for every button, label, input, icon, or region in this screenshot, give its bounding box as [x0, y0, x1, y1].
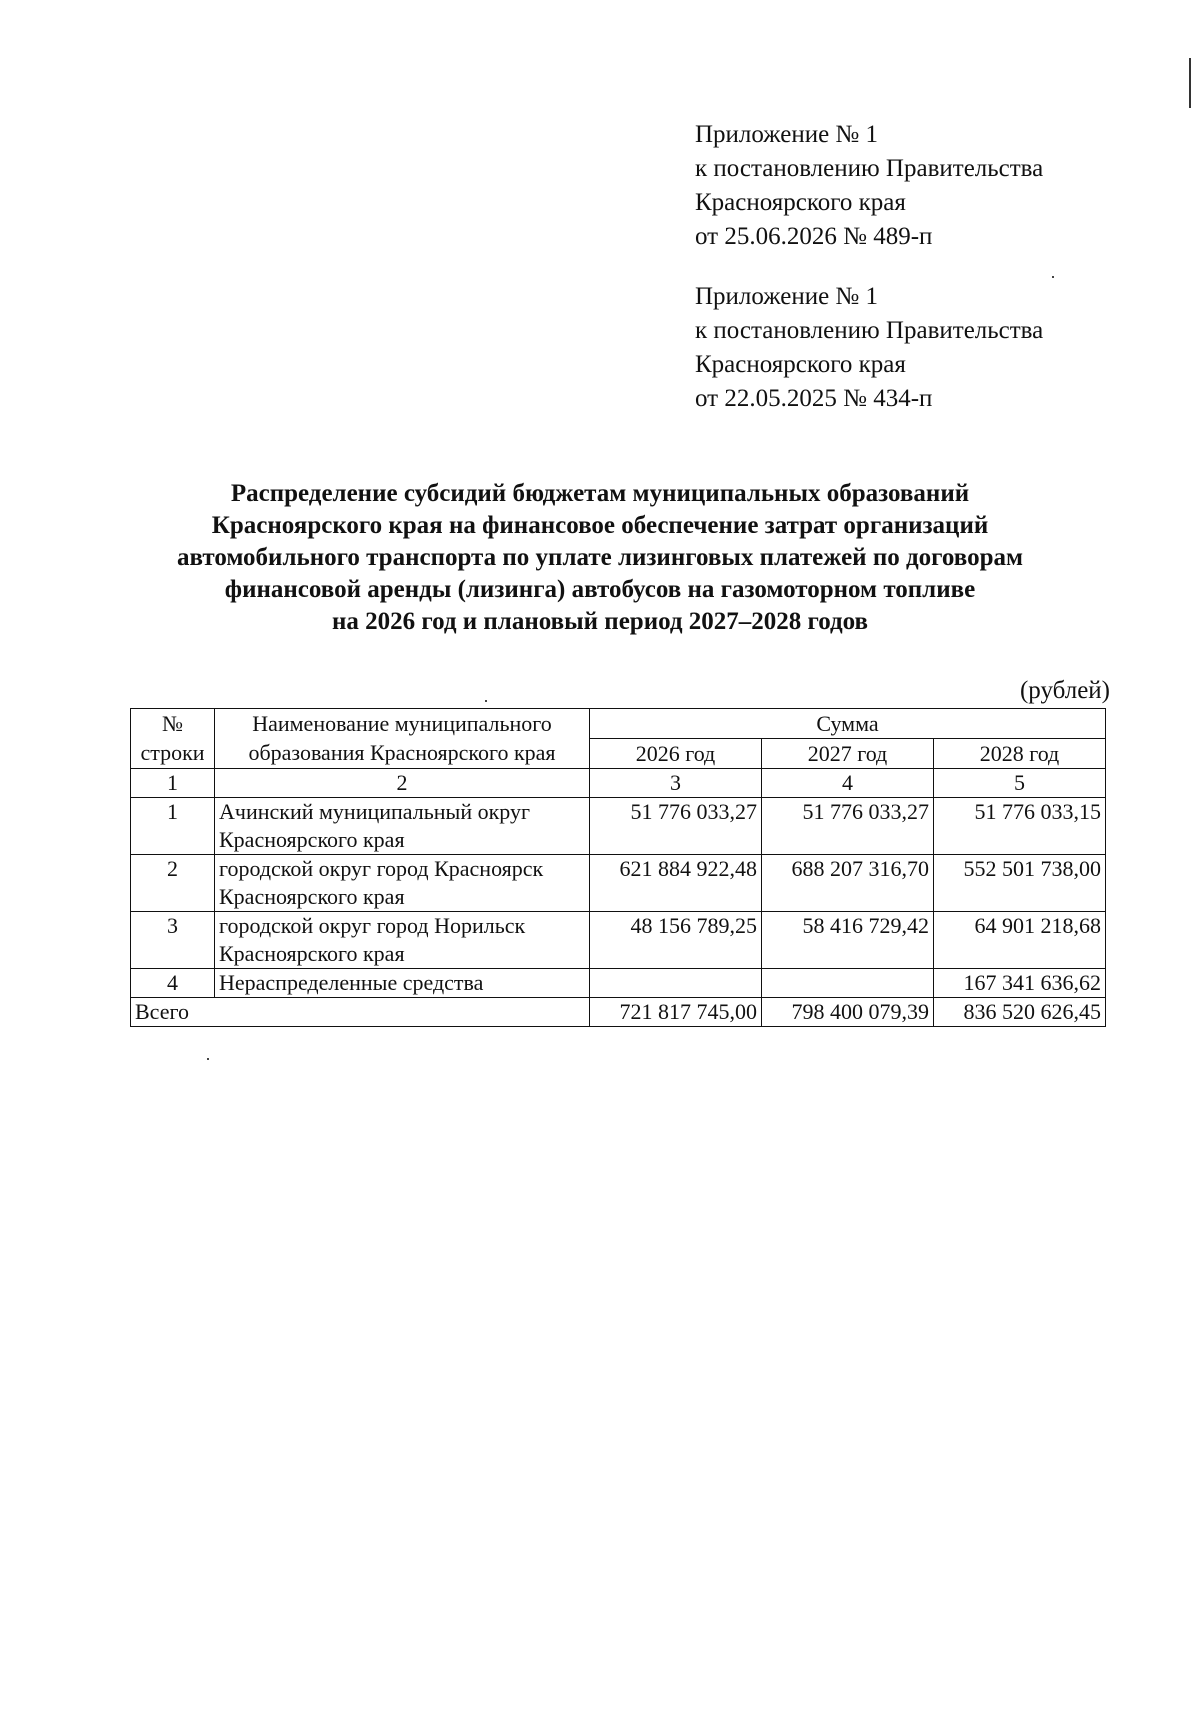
- amount-2026: 621 884 922,48: [590, 855, 762, 912]
- document-title: [120, 478, 1080, 638]
- name-line: Красноярского края: [219, 827, 405, 852]
- row-number: 3: [131, 912, 215, 969]
- name-line: Ачинский муниципальный округ: [219, 799, 531, 824]
- table-row: [131, 912, 1106, 969]
- total-label: Всего: [131, 998, 590, 1027]
- column-number: 5: [934, 769, 1106, 798]
- municipality-name: [215, 855, 590, 912]
- title-line: автомобильного транспорта по уплате лизинговых платежей по договорам: [177, 544, 1023, 571]
- scan-speck: [207, 1058, 209, 1060]
- municipality-name: [215, 798, 590, 855]
- title-line: Распределение субсидий бюджетам муниципальных образований: [230, 480, 970, 507]
- amount-2028: 64 901 218,68: [934, 912, 1106, 969]
- total-2028: 836 520 626,45: [934, 998, 1106, 1027]
- appendix-number: Приложение № 1: [695, 283, 879, 310]
- title-line: Красноярского края на финансовое обеспечение затрат организаций: [211, 512, 989, 539]
- table-row: [131, 798, 1106, 855]
- header-text: №: [162, 711, 183, 736]
- appendix-header-previous: [695, 280, 1155, 416]
- name-line: Красноярского края: [219, 941, 405, 966]
- amount-2027: [762, 969, 934, 998]
- amount-2028: 51 776 033,15: [934, 798, 1106, 855]
- total-row: [131, 998, 1106, 1027]
- row-number: 2: [131, 855, 215, 912]
- total-2027: 798 400 079,39: [762, 998, 934, 1027]
- column-numbers-row: [131, 769, 1106, 798]
- header-year-2026: 2026 год: [590, 739, 762, 769]
- header-text: строки: [140, 740, 205, 765]
- name-line: городской округ город Норильск: [219, 913, 526, 938]
- table-row: [131, 969, 1106, 998]
- header-text: образования Красноярского края: [248, 740, 556, 765]
- amount-2027: 688 207 316,70: [762, 855, 934, 912]
- appendix-number: Приложение № 1: [695, 121, 879, 148]
- name-line: Красноярского края: [219, 884, 405, 909]
- header-municipality-name: [215, 709, 590, 769]
- table-header-row: [131, 709, 1106, 739]
- column-number: 4: [762, 769, 934, 798]
- resolution-date-number: от 22.05.2025 № 434-п: [695, 385, 933, 412]
- row-number: 1: [131, 798, 215, 855]
- row-number: 4: [131, 969, 215, 998]
- amount-2026: 48 156 789,25: [590, 912, 762, 969]
- header-sum: Сумма: [590, 709, 1106, 739]
- table-row: [131, 855, 1106, 912]
- resolution-date-number: от 25.06.2026 № 489-п: [695, 223, 933, 250]
- units-label: (рублей): [1019, 677, 1110, 704]
- title-line: финансовой аренды (лизинга) автобусов на газомоторном топливе: [224, 576, 976, 603]
- resolution-reference: к постановлению Правительства: [695, 155, 1044, 182]
- amount-2027: 58 416 729,42: [762, 912, 934, 969]
- amount-2028: 167 341 636,62: [934, 969, 1106, 998]
- appendix-header-current: [695, 118, 1155, 254]
- header-row-number: [131, 709, 215, 769]
- header-year-2027: 2027 год: [762, 739, 934, 769]
- amount-2027: 51 776 033,27: [762, 798, 934, 855]
- scan-speck: [1052, 276, 1054, 278]
- title-line: на 2026 год и плановый период 2027–2028 годов: [331, 608, 869, 635]
- total-2026: 721 817 745,00: [590, 998, 762, 1027]
- header-text: Наименование муниципального: [252, 711, 552, 736]
- amount-2028: 552 501 738,00: [934, 855, 1106, 912]
- name-line: городской округ город Красноярск: [219, 856, 544, 881]
- region-name: Красноярского края: [695, 351, 906, 378]
- resolution-reference: к постановлению Правительства: [695, 317, 1044, 344]
- municipality-name: [215, 912, 590, 969]
- column-number: 3: [590, 769, 762, 798]
- scan-speck: [485, 700, 487, 702]
- region-name: Красноярского края: [695, 189, 906, 216]
- scan-edge-mark: [1189, 58, 1191, 108]
- column-number: 1: [131, 769, 215, 798]
- header-year-2028: 2028 год: [934, 739, 1106, 769]
- column-number: 2: [215, 769, 590, 798]
- amount-2026: [590, 969, 762, 998]
- subsidy-distribution-table: [130, 708, 1106, 1027]
- municipality-name: Нераспределенные средства: [215, 969, 590, 998]
- amount-2026: 51 776 033,27: [590, 798, 762, 855]
